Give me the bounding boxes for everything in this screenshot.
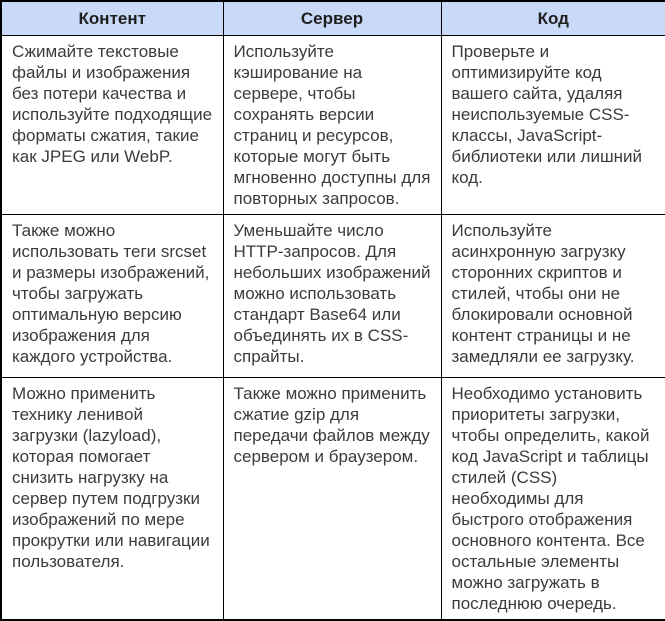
cell-code-cleanup: Проверьте и оптимизируйте код вашего сайта, удаляя неиспользуемые CSS-классы, JavaScript-библиотеки или лишний код. (441, 35, 665, 214)
cell-content-compression: Сжимайте текстовые файлы и изображения без потери качества и используйте подходящие форматы сжатия, такие как JPEG или WebP. (1, 35, 223, 214)
cell-server-caching: Используйте кэширование на сервере, чтобы сохранять версии страниц и ресурсов, которые могут быть мгновенно доступны для повторных запросов. (223, 35, 441, 214)
cell-code-async-loading: Используйте асинхронную загрузку сторонних скриптов и стилей, чтобы они не блокировали основной контент страницы и не замедляли ее загрузку. (441, 214, 665, 377)
column-header-server: Сервер (223, 1, 441, 35)
column-header-code: Код (441, 1, 665, 35)
table-body (1, 35, 665, 620)
cell-code-load-priorities: Необходимо установить приоритеты загрузки, чтобы определить, какой код JavaScript и таблицы стилей (CSS) необходимы для быстрого отображения основного контента. Все остальные элементы можно загружать в последнюю очередь. (441, 377, 665, 620)
table-row (1, 214, 665, 377)
cell-server-http-requests: Уменьшайте число HTTP-запросов. Для небольших изображений можно использовать стандарт Base64 или объединять их в CSS-спрайты. (223, 214, 441, 377)
table-row (1, 35, 665, 214)
cell-server-gzip: Также можно применить сжатие gzip для передачи файлов между сервером и браузером. (223, 377, 441, 620)
column-header-content: Контент (1, 1, 223, 35)
table-row (1, 377, 665, 620)
cell-content-srcset: Также можно использовать теги srcset и размеры изображений, чтобы загружать оптимальную версию изображения для каждого устройства. (1, 214, 223, 377)
cell-content-lazyload: Можно применить технику ленивой загрузки (lazyload), которая помогает снизить нагрузку на сервер путем подгрузки изображений по мере прокрутки или навигации пользователя. (1, 377, 223, 620)
table-header-row (1, 1, 665, 35)
